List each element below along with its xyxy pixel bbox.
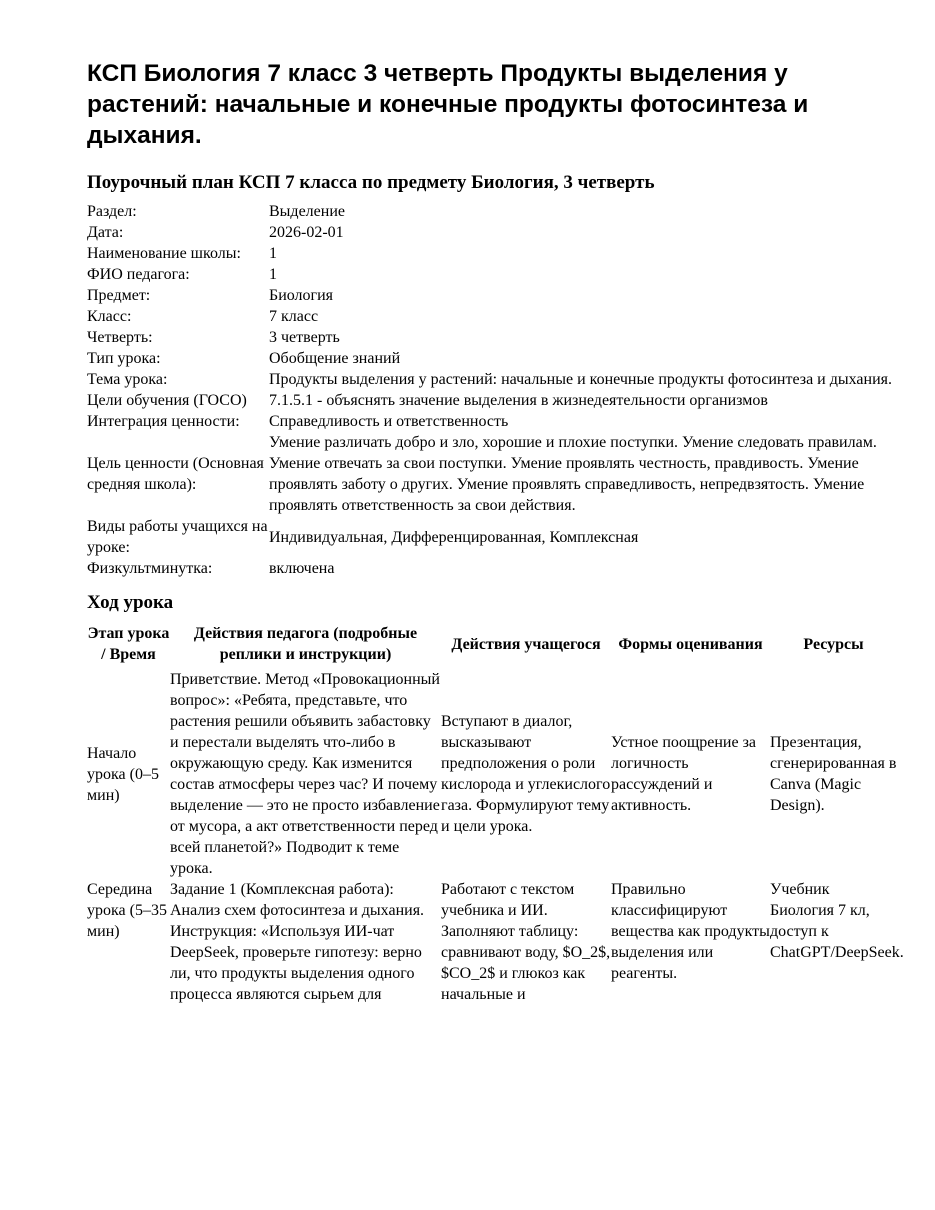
- meta-value: 2026-02-01: [269, 224, 344, 241]
- meta-value: 7 класс: [269, 308, 319, 325]
- row-stage: Начало урока (0–5 мин): [87, 744, 159, 804]
- meta-row: [87, 558, 897, 579]
- meta-key: Цели обучения (ГОСО): [87, 392, 247, 409]
- meta-value: 1: [269, 245, 277, 262]
- meta-key: Дата:: [87, 224, 124, 241]
- meta-value: 1: [269, 266, 277, 283]
- meta-row: [87, 411, 897, 432]
- meta-row: [87, 306, 897, 327]
- meta-key: Тип урока:: [87, 350, 161, 367]
- document-page: [87, 58, 904, 1005]
- row-student-actions: Вступают в диалог, высказывают предположения о роли кислорода и углекислого газа. Формулируют тему и цели урока.: [441, 713, 611, 835]
- meta-row: [87, 390, 897, 411]
- row-assessment: Правильно классифицируют вещества как продукты выделения или реагенты.: [611, 881, 770, 982]
- meta-row: [87, 369, 897, 390]
- row-student-actions: Работают с текстом учебника и ИИ. Заполняют таблицу: сравнивают воду, $O_2$, $CO_2$ и глюкоз как начальные и: [441, 881, 611, 1003]
- table-row: [87, 669, 897, 879]
- meta-row: [87, 222, 897, 243]
- meta-value: 3 четверть: [269, 329, 340, 346]
- lesson-meta-table: [87, 201, 897, 579]
- meta-row: [87, 243, 897, 264]
- plan-subtitle: Поурочный план КСП 7 класса по предмету Биология, 3 четверть: [87, 172, 655, 193]
- row-assessment: Устное поощрение за логичность рассуждений и активность.: [611, 734, 756, 814]
- meta-row: [87, 432, 897, 516]
- meta-key: Тема урока:: [87, 371, 168, 388]
- lesson-table-header-row: [87, 623, 897, 669]
- meta-value: включена: [269, 560, 335, 577]
- table-row: [87, 879, 897, 1005]
- meta-key: Предмет:: [87, 287, 151, 304]
- meta-row: [87, 327, 897, 348]
- meta-key: Виды работы учащихся на уроке:: [87, 518, 268, 556]
- meta-key: Раздел:: [87, 203, 137, 220]
- meta-value: Индивидуальная, Дифференцированная, Комплексная: [269, 528, 639, 546]
- meta-row: [87, 348, 897, 369]
- meta-value: Выделение: [269, 203, 345, 220]
- meta-key: Четверть:: [87, 329, 153, 346]
- column-header-resources: Ресурсы: [803, 635, 864, 653]
- meta-row: [87, 264, 897, 285]
- meta-value: Справедливость и ответственность: [269, 413, 509, 430]
- lesson-flow-heading: Ход урока: [87, 592, 174, 613]
- meta-key: Наименование школы:: [87, 245, 241, 262]
- document-title: КСП Биология 7 класс 3 четверть Продукты выделения у растений: начальные и конечные продукты фотосинтеза и дыхания.: [87, 60, 809, 149]
- meta-row: [87, 201, 897, 222]
- meta-key: Класс:: [87, 308, 132, 325]
- row-teacher-actions: Приветствие. Метод «Провокационный вопрос»: «Ребята, представьте, что растения решили объявить забастовку и перестали выделять что-либо в окружающую среду. Как изменится состав атмосферы через час? И почему выделение — это не просто избавление от мусора, а акт ответственности перед всей планетой?» Подводит к теме урока.: [170, 671, 440, 877]
- meta-value: Обобщение знаний: [269, 350, 401, 367]
- row-teacher-actions: Задание 1 (Комплексная работа): Анализ схем фотосинтеза и дыхания. Инструкция: «Используя ИИ-чат DeepSeek, проверьте гипотезу: верно ли, что продукты выделения одного процесса являются сырьем для: [170, 881, 425, 1003]
- meta-key: ФИО педагога:: [87, 266, 190, 283]
- row-resources: Презентация, сгенерированная в Canva (Magic Design).: [770, 734, 897, 814]
- column-header-stage: Этап урока / Время: [87, 625, 170, 663]
- meta-value: Биология: [269, 287, 334, 304]
- meta-row: [87, 285, 897, 306]
- meta-key: Цель ценности (Основная средняя школа):: [87, 455, 264, 493]
- meta-value: Продукты выделения у растений: начальные и конечные продукты фотосинтеза и дыхания.: [269, 371, 892, 388]
- meta-value: Умение различать добро и зло, хорошие и плохие поступки. Умение следовать правилам. Умение отвечать за свои поступки. Умение проявлять честность, правдивость. Умение проявлять заботу о других. Умение проявлять справедливость, непредвзятость. Умение проявлять ответственность за свои действия.: [269, 434, 877, 514]
- column-header-student: Действия учащегося: [451, 635, 601, 653]
- lesson-flow-table: [87, 623, 904, 1005]
- row-stage: Середина урока (5–35 мин): [87, 881, 167, 940]
- column-header-teacher: Действия педагога (подробные реплики и инструкции): [193, 625, 418, 663]
- meta-row: [87, 516, 897, 558]
- row-resources: Учебник Биология 7 кл, доступ к ChatGPT/DeepSeek.: [770, 881, 904, 961]
- meta-key: Интеграция ценности:: [87, 413, 240, 430]
- column-header-assessment: Формы оценивания: [618, 635, 763, 653]
- meta-key: Физкультминутка:: [87, 560, 213, 577]
- meta-value: 7.1.5.1 - объяснять значение выделения в жизнедеятельности организмов: [269, 392, 768, 409]
